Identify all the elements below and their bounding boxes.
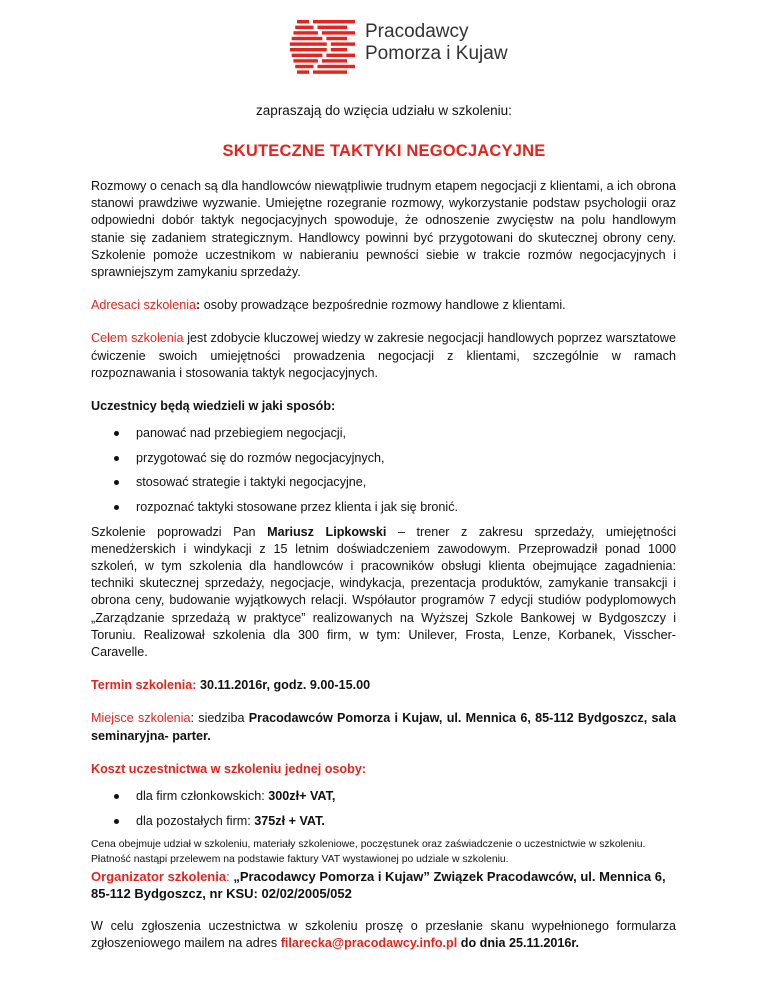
participants-heading: Uczestnicy będą wiedzieli w jaki sposób: <box>91 399 336 414</box>
participants-list <box>91 425 676 516</box>
organizer-label: Organizator szkolenia <box>91 869 227 885</box>
venue-paragraph <box>91 710 676 744</box>
trainer-pre: Szkolenie poprowadzi Pan <box>91 524 268 539</box>
registration-paragraph <box>91 918 676 952</box>
logo-stripe <box>292 54 323 57</box>
organizer-paragraph <box>91 868 676 902</box>
logo-stripe <box>331 48 347 51</box>
audience-paragraph <box>91 297 676 314</box>
cost-text: dla firm członkowskich: <box>136 788 269 803</box>
audience-label: Adresaci szkolenia <box>91 298 196 313</box>
cost-text: dla pozostałych firm: <box>136 813 255 828</box>
cost-list <box>91 788 676 830</box>
goal-paragraph <box>91 330 676 382</box>
bullet-icon <box>114 819 119 824</box>
trainer-name: Mariusz Lipkowski <box>267 524 387 539</box>
logo-stripe <box>331 42 355 45</box>
list-item-text: rozpoznać taktyki stosowane przez klienta i jak się bronić. <box>136 499 458 514</box>
stripes-logo-icon <box>287 18 357 78</box>
date-value: 30.11.2016r, godz. 9.00-15.00 <box>196 678 371 693</box>
venue-value: Pracodawców Pomorza i Kujaw, ul. Mennica 6, 85-112 Bydgoszcz, sala seminaryjna- parter. <box>91 711 677 743</box>
price-info: Cena obejmuje udział w szkoleniu, materiały szkoleniowe, poczęstunek oraz zaświadczenie o uczestnictwie w szkoleniu. Płatność nastąpi przelewem na podstawie faktury VAT wystawionej po udziale w szkoleniu. <box>91 839 646 866</box>
list-item <box>91 813 676 830</box>
intro-paragraph: Rozmowy o cenach są dla handlowców niewątpliwie trudnym etapem negocjacji z klientami, a ich obrona stanowi prawdziwe wyzwanie. Umiejętne rozegranie rozmowy, wykorzystanie podstaw psychologii oraz odpowiedni dobór taktyk negocjacyjnych spowoduje, że odnoszenie zwycięstw na polu handlowym stanie się zadaniem strategicznym. Handlowcy powinni być przygotowani do skutecznej obrony ceny. Szkolenie pomoże uczestnikom w nabieraniu pewności siebie w trakcie rozmów negocjacyjnych i sprawniejszym zamykaniu sprzedaży. <box>91 179 676 280</box>
cost-price: 300zł+ VAT, <box>268 788 336 803</box>
bullet-icon <box>114 794 119 799</box>
logo-text <box>365 21 508 65</box>
bullet-icon <box>114 505 119 510</box>
logo-stripe <box>293 59 317 62</box>
logo-stripe <box>297 70 309 73</box>
logo-stripe <box>290 48 327 51</box>
bullet-icon <box>114 431 119 436</box>
trainer-bio: – trener z zakresu sprzedaży, umiejętności menedżerskich i windykacji z 15 letnim doświadczeniem zawodowym. Przeprowadził ponad 1000 szkoleń, w tym szkolenia dla handlowców i pracowników obsługi klienta obejmujące zagadnienia: techniki skutecznej sprzedaży, negocjacje, windykacja, prezentacja produktów, zamykanie transakcji i obrona ceny, budowanie wyjątkowych relacji. Współautor programów 7 edycji studiów podyplomowych „Zarządzanie sprzedażą w praktyce” realizowanych na Wyższej Szkole Bankowej w Bydgoszczy i Toruniu. Realizował szkolenia dla 300 firm, w tym: Unilever, Frosta, Lenze, Korbanek, Visscher-Caravelle. <box>91 524 676 659</box>
list-item <box>91 499 676 516</box>
date-paragraph <box>91 677 676 694</box>
bullet-icon <box>114 480 119 485</box>
list-item <box>91 788 676 805</box>
list-item <box>91 450 676 467</box>
logo-stripe <box>317 65 355 68</box>
list-item-text: panować nad przebiegiem negocjacji, <box>136 426 347 441</box>
goal-label: Celem szkolenia <box>91 331 184 346</box>
logo-stripe <box>322 31 355 34</box>
logo-line-1: Pracodawcy <box>365 21 469 42</box>
trainer-paragraph <box>91 524 676 662</box>
venue-sep: : siedziba <box>190 711 249 726</box>
logo-stripe <box>295 26 313 29</box>
cost-price: 375zł + VAT. <box>254 813 325 828</box>
venue-label: Miejsce szkolenia <box>91 711 191 726</box>
logo-stripe <box>297 20 309 23</box>
organizer-colon: : <box>226 869 234 885</box>
date-label: Termin szkolenia: <box>91 678 197 693</box>
training-title: SKUTECZNE TAKTYKI NEGOCJACYJNE <box>222 142 546 160</box>
list-item-text: przygotować się do rozmów negocjacyjnych, <box>136 450 385 465</box>
logo-stripe <box>326 54 355 57</box>
list-item-text: stosować strategie i taktyki negocjacyjne, <box>136 475 367 490</box>
list-item <box>91 425 676 442</box>
audience-colon: : <box>196 298 201 313</box>
audience-text: osoby prowadzące bezpośrednie rozmowy handlowe z klientami. <box>200 298 566 313</box>
goal-text: jest zdobycie kluczowej wiedzy w zakresie negocjacji handlowych poprzez warsztatowe ćwiczenie swoich umiejętności prowadzenia negocjacji z klientami, szczególnie w ramach rozpoznawania i stosowania taktyk negocjacyjnych. <box>91 331 676 380</box>
bullet-icon <box>114 456 119 461</box>
logo-stripe <box>313 70 347 73</box>
logo-stripe <box>292 37 323 40</box>
invitation-line: zapraszają do wzięcia udziału w szkoleniu: <box>256 103 512 118</box>
list-item <box>91 474 676 491</box>
logo-stripe <box>295 65 313 68</box>
registration-email[interactable]: filarecka@pracodawcy.info.pl <box>280 936 458 951</box>
logo-stripe <box>317 26 347 29</box>
logo-stripe <box>290 42 327 45</box>
registration-deadline: do dnia 25.11.2016r. <box>457 936 580 951</box>
cost-heading: Koszt uczestnictwa w szkoleniu jednej osoby: <box>91 761 367 776</box>
registration-text: W celu zgłoszenia uczestnictwa w szkoleniu proszę o przesłanie skanu wypełnionego formularza zgłoszeniowego mailem na adres <box>91 919 676 951</box>
organization-logo <box>287 18 527 78</box>
logo-stripe <box>326 37 347 40</box>
logo-stripe <box>322 59 347 62</box>
document-body <box>91 178 676 953</box>
organizer-value: „Pracodawcy Pomorza i Kujaw” Związek Pracodawców, ul. Mennica 6, 85-112 Bydgoszcz, nr KSU: 02/02/2005/052 <box>91 869 666 902</box>
logo-stripe <box>313 20 355 23</box>
logo-stripe <box>293 31 317 34</box>
logo-line-2: Pomorza i Kujaw <box>365 43 508 64</box>
